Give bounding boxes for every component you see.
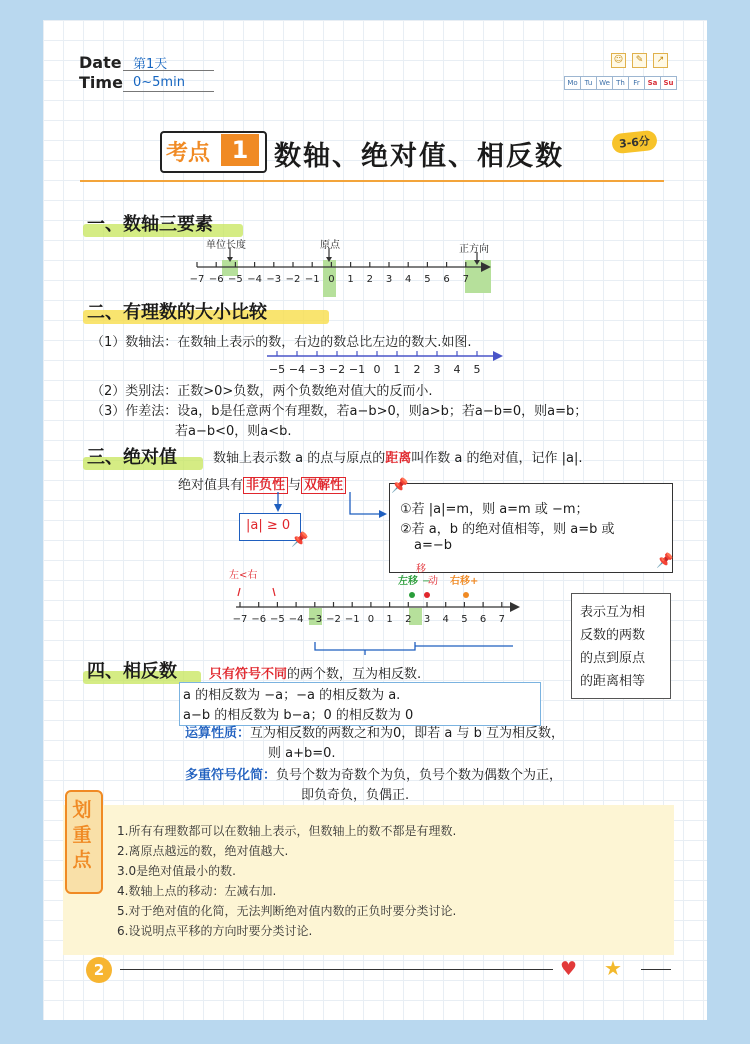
axis-tick-label: −2: [285, 274, 301, 285]
axis-tick-label: 5: [424, 274, 431, 285]
move-origin-dot: [424, 592, 430, 598]
abs-properties-line: 绝对值具有 非负性 与 双解性: [178, 474, 346, 493]
move-left-sign: −: [422, 576, 431, 587]
unit-length-label: 单位长度: [206, 240, 246, 251]
weekday-selector: [564, 76, 676, 90]
axis-tick-label: 1: [347, 274, 354, 285]
axis-tick-label: 3: [385, 274, 393, 285]
axis-tick-label: −5: [228, 274, 243, 285]
key-notes-tag-text: 划重点: [72, 799, 92, 871]
date-label: Date: [79, 53, 122, 72]
side-note-line-4: 的距离相等: [580, 674, 646, 689]
axis-tick-label: −2: [328, 363, 346, 376]
axis-tick-label: 2: [413, 363, 421, 376]
axis-tick-label: −1: [348, 363, 366, 376]
day-su[interactable]: Su: [660, 76, 677, 90]
emoji-icon[interactable]: ☺: [611, 53, 626, 68]
axis-ticks: [233, 602, 505, 625]
axis-tick-label: −2: [326, 614, 341, 625]
non-negative-tag: 非负性: [243, 477, 288, 494]
day-tu[interactable]: Tu: [580, 76, 597, 90]
time-underline: [123, 91, 214, 92]
opposite-definition: 只有符号不同的两个数，互为相反数.: [209, 667, 422, 682]
axis-tick-label: 4: [405, 274, 412, 285]
axis-tick-label: −4: [288, 614, 304, 625]
left-pointer: [238, 588, 240, 596]
side-note-line-3: 的点到原点: [580, 651, 646, 666]
topic-tag-text: 考点: [166, 141, 211, 166]
axis-arrow: [510, 602, 520, 612]
axis-tick-label: 6: [479, 614, 487, 625]
page-title: 数轴、绝对值、相反数: [274, 141, 564, 172]
axis-tick-label: −6: [251, 614, 267, 625]
axis-tick-label: −1: [344, 614, 360, 625]
day-th[interactable]: Th: [612, 76, 629, 90]
axis-tick-label: 7: [498, 614, 505, 625]
topic-tag-number: 1: [221, 134, 259, 166]
footer-rule-end: [641, 969, 671, 970]
move-left-dot: [409, 592, 415, 598]
method1-text: （1）数轴法：在数轴上表示的数，右边的数总比左边的数大.如图.: [91, 335, 472, 350]
abs-definition: 数轴上表示数 a 的点与原点的距离叫作数 a 的绝对值，记作 |a|.: [213, 451, 583, 466]
note-item-1: 1.所有有理数都可以在数轴上表示，但数轴上的数不都是有理数.: [117, 824, 457, 838]
operation-property: 运算性质：互为相反数的两数之和为0，即若 a 与 b 互为相反数，: [185, 726, 565, 741]
axis-tick-label: 2: [405, 614, 412, 625]
axis-tick-label: 6: [443, 274, 450, 285]
left-less-right-label: 左<右: [229, 570, 258, 581]
axis-tick-label: −3: [266, 274, 282, 285]
method2-text: （2）类别法：正数>0>负数，两个负数绝对值大的反而小.: [91, 384, 433, 399]
move-right-dot: [463, 592, 469, 598]
opposite-rule-1: a 的相反数为 −a；−a 的相反数为 a.: [183, 688, 401, 703]
right-pointer: [273, 588, 275, 596]
side-note-line-2: 反数的两数: [580, 628, 646, 643]
axis-tick-label: 0: [328, 274, 335, 285]
axis-tick-label: 7: [462, 274, 469, 285]
workbook-page: [43, 20, 707, 1020]
date-underline: [123, 70, 214, 71]
section2-heading: 二、有理数的大小比较: [87, 302, 267, 323]
axis-tick-label: 5: [473, 363, 481, 376]
pin-icon: 📌: [391, 478, 409, 494]
operation-property-cont: 则 a+b=0.: [268, 746, 336, 761]
time-value: 0~5min: [133, 75, 185, 90]
score-badge: 3-6分: [611, 130, 658, 155]
note-item-5: 5.对于绝对值的化简，无法判断绝对值内数的正负时要分类讨论.: [117, 904, 457, 918]
sign-simplification-cont: 即负奇负，负偶正.: [301, 788, 410, 803]
date-value: 第1天: [133, 57, 168, 72]
axis-tick-label: −3: [307, 614, 323, 625]
star-icon[interactable]: ★: [604, 956, 622, 980]
non-negative-formula: |a| ≥ 0: [246, 518, 291, 533]
axis-tick-label: 3: [423, 614, 431, 625]
move-left-label: 左移: [398, 576, 418, 587]
axis-tick-label: 1: [386, 614, 393, 625]
opposite-rule-2: a−b 的相反数为 b−a；0 的相反数为 0: [183, 708, 414, 723]
method3-text-cont: 若a−b<0，则a<b.: [175, 424, 292, 439]
section1-heading: 一、数轴三要素: [87, 214, 213, 235]
abs-rule-2: ②若 a，b 的绝对值相等，则 a=b 或: [400, 522, 615, 537]
axis-tick-label: −1: [304, 274, 320, 285]
axis-tick-label: −6: [208, 274, 224, 285]
axis-tick-label: −4: [288, 363, 306, 376]
axis-tick-label: −7: [189, 274, 205, 285]
axis-tick-label: 0: [367, 614, 375, 625]
side-note-line-1: 表示互为相: [580, 605, 646, 620]
pencil-icon[interactable]: ✎: [632, 53, 647, 68]
axis-tick-label: 2: [366, 274, 373, 285]
axis-tick-label: 1: [393, 363, 401, 376]
move-label-top: 移: [416, 564, 426, 575]
abs-rule-3: a=−b: [414, 538, 453, 553]
axis-tick-label: −5: [270, 614, 285, 625]
note-item-3: 3.0是绝对值最小的数.: [117, 864, 236, 878]
double-solution-tag: 双解性: [301, 477, 346, 494]
axis-tick-label: −4: [247, 274, 262, 285]
number-line-1: [173, 248, 513, 298]
sign-simplification: 多重符号化简：负号个数为奇数个为负，负号个数为偶数个为正，: [185, 768, 563, 783]
move-right-label: 右移+: [450, 576, 479, 587]
bracket: [315, 642, 415, 650]
axis-arrow: [493, 351, 503, 361]
axis-tick-label: 0: [373, 363, 381, 376]
time-label: Time: [79, 73, 123, 92]
section3-heading: 三、绝对值: [87, 447, 177, 468]
axis-tick-label: 4: [442, 614, 449, 625]
axis-ticks: [269, 351, 481, 376]
direction-label: 正方向: [459, 244, 489, 255]
note-item-2: 2.离原点越远的数，绝对值越大.: [117, 844, 289, 858]
pin-icon: 📌: [291, 532, 309, 548]
day-sa[interactable]: Sa: [644, 76, 661, 90]
chart-icon[interactable]: ↗: [653, 53, 668, 68]
number-line-2: [265, 348, 510, 376]
footer-rule: [120, 969, 553, 970]
origin-label: 原点: [320, 240, 340, 251]
axis-tick-label: 4: [453, 363, 461, 376]
move-label-mid: 动: [428, 576, 438, 587]
axis-tick-label: 5: [461, 614, 468, 625]
page-number: 2: [86, 957, 112, 983]
title-divider: [80, 180, 664, 182]
number-line-3: [228, 580, 528, 655]
day-mo[interactable]: Mo: [564, 76, 581, 90]
day-fr[interactable]: Fr: [628, 76, 645, 90]
axis-tick-label: −5: [268, 363, 286, 376]
note-item-6: 6.设说明点平移的方向时要分类讨论.: [117, 924, 313, 938]
axis-tick-label: 3: [433, 363, 441, 376]
method3-text: （3）作差法：设a，b是任意两个有理数，若a−b>0，则a>b；若a−b=0，则a=b；: [91, 404, 588, 419]
day-we[interactable]: We: [596, 76, 613, 90]
abs-rule-1: ①若 |a|=m，则 a=m 或 −m；: [400, 502, 589, 517]
heart-icon[interactable]: ♥: [560, 958, 578, 980]
axis-tick-label: −7: [232, 614, 248, 625]
pin-icon: 📌: [656, 553, 674, 569]
note-item-4: 4.数轴上点的移动：左减右加.: [117, 884, 277, 898]
axis-tick-label: −3: [308, 363, 326, 376]
section4-heading: 四、相反数: [87, 661, 177, 682]
